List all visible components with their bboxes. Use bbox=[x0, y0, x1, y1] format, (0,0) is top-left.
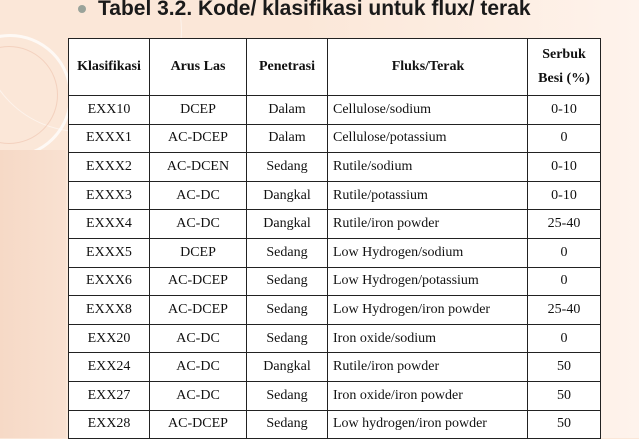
table-row bbox=[69, 353, 601, 382]
cell-arus-las: DCEP bbox=[150, 96, 247, 125]
table-row bbox=[69, 410, 601, 439]
bullet-icon bbox=[78, 5, 86, 13]
cell-penetrasi: Dangkal bbox=[247, 181, 328, 210]
cell-arus-las: AC-DC bbox=[150, 381, 247, 410]
cell-serbuk-besi: 50 bbox=[528, 410, 601, 439]
slide-title bbox=[78, 0, 531, 24]
cell-fluks-terak: Iron oxide/sodium bbox=[328, 324, 528, 353]
cell-serbuk-besi: 0-10 bbox=[528, 181, 601, 210]
cell-fluks-terak: Low hydrogen/iron powder bbox=[328, 410, 528, 439]
cell-klasifikasi: EXXX4 bbox=[69, 210, 150, 239]
cell-fluks-terak: Rutile/iron powder bbox=[328, 353, 528, 382]
header-penetrasi: Penetrasi bbox=[247, 39, 328, 96]
cell-klasifikasi: EXXX8 bbox=[69, 296, 150, 325]
cell-serbuk-besi: 50 bbox=[528, 381, 601, 410]
header-klasifikasi: Klasifikasi bbox=[69, 39, 150, 96]
cell-penetrasi: Sedang bbox=[247, 296, 328, 325]
cell-serbuk-besi: 0-10 bbox=[528, 96, 601, 125]
table-row bbox=[69, 153, 601, 182]
cell-arus-las: DCEP bbox=[150, 238, 247, 267]
cell-fluks-terak: Cellulose/sodium bbox=[328, 96, 528, 125]
header-arus-las: Arus Las bbox=[150, 39, 247, 96]
cell-penetrasi: Dangkal bbox=[247, 210, 328, 239]
header-serbuk-line1: Serbuk bbox=[542, 47, 586, 62]
table-row bbox=[69, 381, 601, 410]
cell-arus-las: AC-DCEP bbox=[150, 410, 247, 439]
table-row bbox=[69, 296, 601, 325]
cell-arus-las: AC-DCEN bbox=[150, 153, 247, 182]
cell-serbuk-besi: 0-10 bbox=[528, 153, 601, 182]
cell-penetrasi: Sedang bbox=[247, 238, 328, 267]
header-serbuk-besi bbox=[528, 39, 601, 96]
cell-serbuk-besi: 25-40 bbox=[528, 210, 601, 239]
cell-arus-las: AC-DCEP bbox=[150, 124, 247, 153]
cell-klasifikasi: EXX20 bbox=[69, 324, 150, 353]
table-row bbox=[69, 96, 601, 125]
cell-serbuk-besi: 0 bbox=[528, 124, 601, 153]
cell-serbuk-besi: 0 bbox=[528, 238, 601, 267]
cell-penetrasi: Sedang bbox=[247, 324, 328, 353]
table-row bbox=[69, 124, 601, 153]
cell-penetrasi: Sedang bbox=[247, 410, 328, 439]
cell-penetrasi: Sedang bbox=[247, 153, 328, 182]
cell-fluks-terak: Rutile/iron powder bbox=[328, 210, 528, 239]
cell-klasifikasi: EXX10 bbox=[69, 96, 150, 125]
cell-klasifikasi: EXX27 bbox=[69, 381, 150, 410]
cell-arus-las: AC-DCEP bbox=[150, 296, 247, 325]
table-row bbox=[69, 267, 601, 296]
cell-serbuk-besi: 50 bbox=[528, 353, 601, 382]
cell-arus-las: AC-DC bbox=[150, 181, 247, 210]
cell-serbuk-besi: 0 bbox=[528, 324, 601, 353]
decorative-strip bbox=[0, 150, 66, 438]
header-fluks-terak: Fluks/Terak bbox=[328, 39, 528, 96]
cell-klasifikasi: EXXX6 bbox=[69, 267, 150, 296]
cell-klasifikasi: EXX28 bbox=[69, 410, 150, 439]
table-header-row bbox=[69, 39, 601, 96]
header-serbuk-line2: Besi (%) bbox=[538, 71, 590, 86]
cell-arus-las: AC-DC bbox=[150, 210, 247, 239]
cell-penetrasi: Sedang bbox=[247, 381, 328, 410]
cell-fluks-terak: Low Hydrogen/iron powder bbox=[328, 296, 528, 325]
cell-arus-las: AC-DCEP bbox=[150, 267, 247, 296]
cell-klasifikasi: EXXX1 bbox=[69, 124, 150, 153]
cell-serbuk-besi: 25-40 bbox=[528, 296, 601, 325]
cell-arus-las: AC-DC bbox=[150, 324, 247, 353]
cell-fluks-terak: Rutile/potassium bbox=[328, 181, 528, 210]
cell-arus-las: AC-DC bbox=[150, 353, 247, 382]
table-row bbox=[69, 181, 601, 210]
cell-fluks-terak: Cellulose/potassium bbox=[328, 124, 528, 153]
table-row bbox=[69, 324, 601, 353]
table-row bbox=[69, 210, 601, 239]
cell-klasifikasi: EXXX2 bbox=[69, 153, 150, 182]
flux-classification-table bbox=[68, 38, 601, 439]
cell-penetrasi: Dangkal bbox=[247, 353, 328, 382]
cell-klasifikasi: EXXX5 bbox=[69, 238, 150, 267]
cell-klasifikasi: EXXX3 bbox=[69, 181, 150, 210]
cell-penetrasi: Dalam bbox=[247, 124, 328, 153]
cell-fluks-terak: Iron oxide/iron powder bbox=[328, 381, 528, 410]
slide-title-text: Tabel 3.2. Kode/ klasifikasi untuk flux/ terak bbox=[98, 0, 531, 20]
cell-serbuk-besi: 0 bbox=[528, 267, 601, 296]
cell-fluks-terak: Low Hydrogen/sodium bbox=[328, 238, 528, 267]
table-row bbox=[69, 238, 601, 267]
cell-penetrasi: Dalam bbox=[247, 96, 328, 125]
cell-fluks-terak: Low Hydrogen/potassium bbox=[328, 267, 528, 296]
cell-penetrasi: Sedang bbox=[247, 267, 328, 296]
cell-klasifikasi: EXX24 bbox=[69, 353, 150, 382]
cell-fluks-terak: Rutile/sodium bbox=[328, 153, 528, 182]
